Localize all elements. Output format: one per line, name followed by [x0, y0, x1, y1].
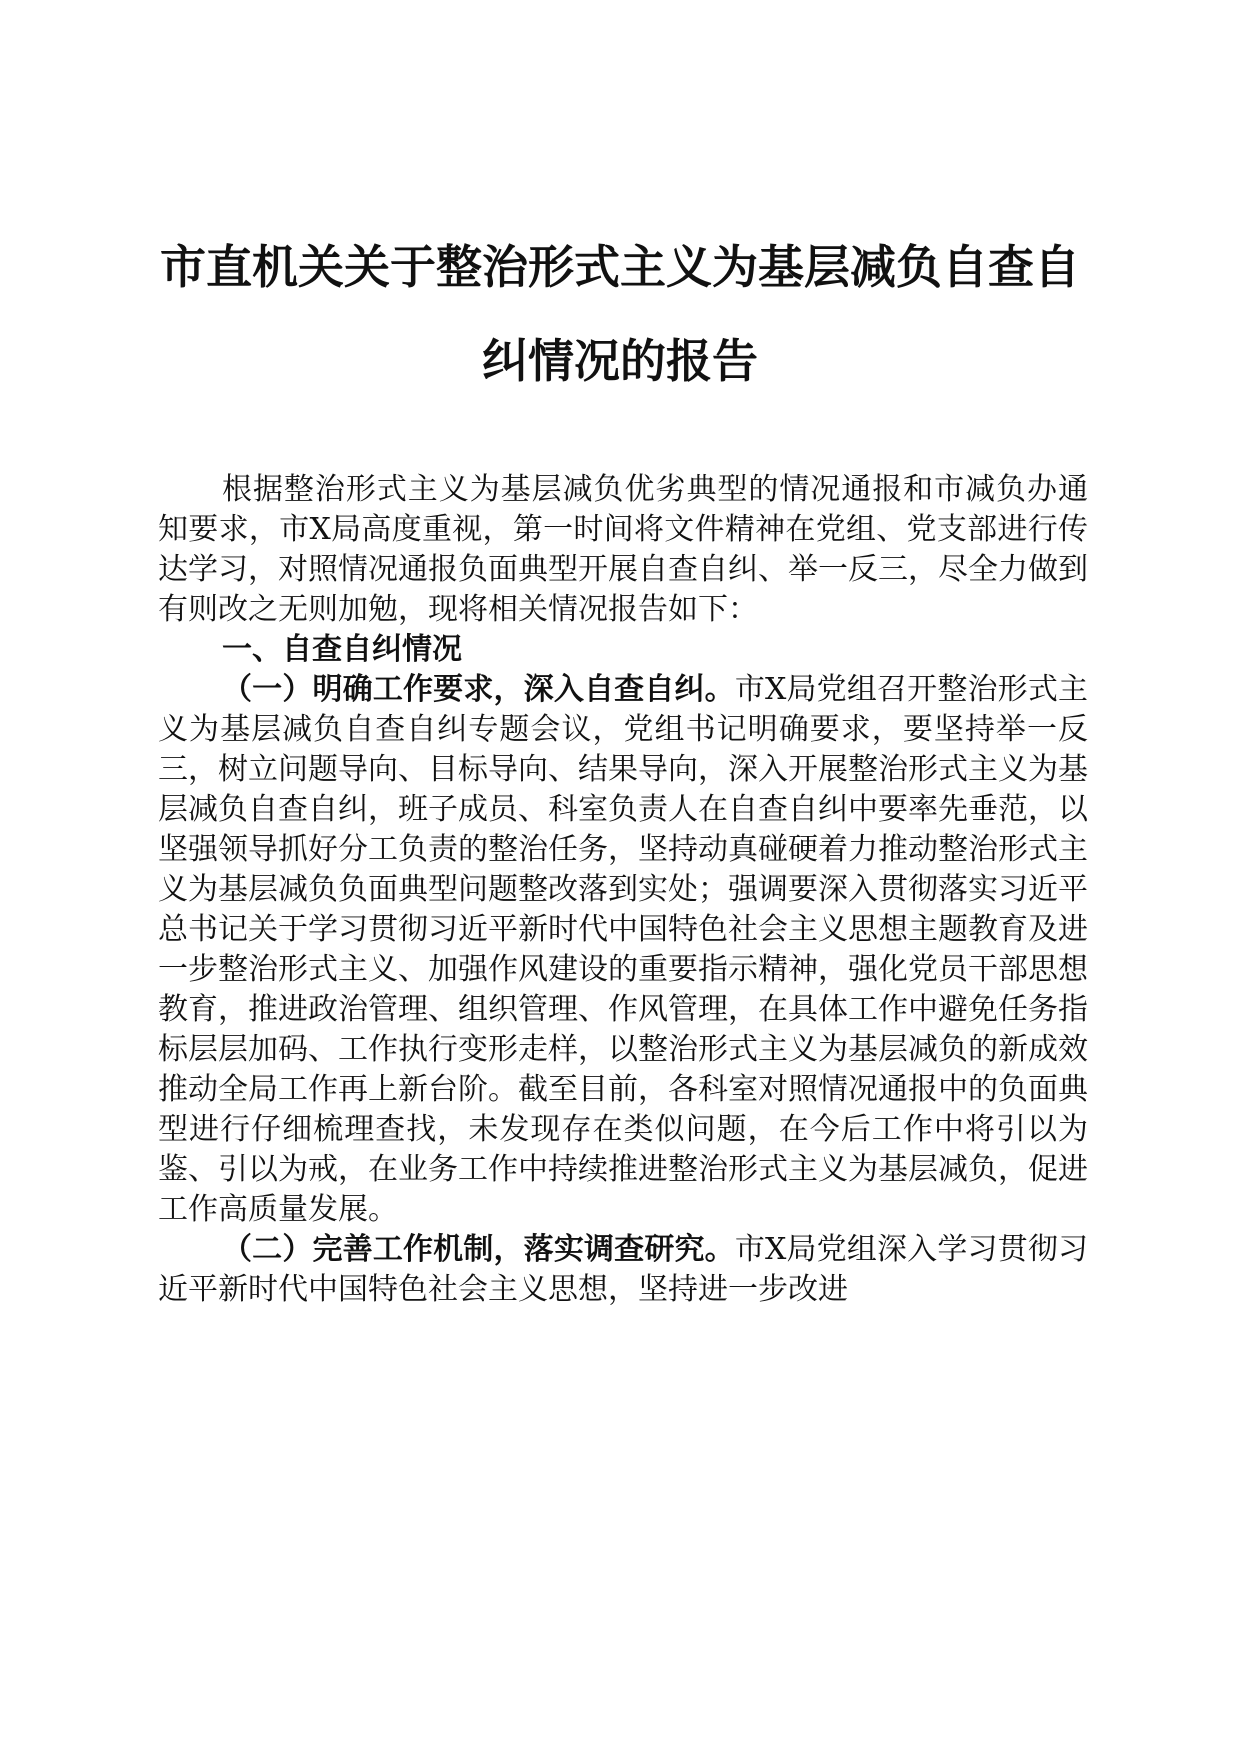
title-line-2: 纠情况的报告 [482, 334, 758, 388]
subsection-1-body: 市X局党组召开整治形式主义为基层减负自查自纠专题会议，党组书记明确要求，要坚持举一反三，树立问题导向、目标导向、结果导向，深入开展整治形式主义为基层减负自查自纠，班子成员、科室负责人在自查自纠中要率先垂范，以坚强领导抓好分工负责的整治任务，坚持动真碰硬着力推动整治形式主义为基层减负负面典型问题整改落到实处；强调要深入贯彻落实习近平总书记关于学习贯彻习近平新时代中国特色社会主义思想主题教育及进一步整治形式主义、加强作风建设的重要指示精神，强化党员干部思想教育，推进政治管理、组织管理、作风管理，在具体工作中避免任务指标层层加码、工作执行变形走样，以整治形式主义为基层减负的新成效推动全局工作再上新台阶。截至目前，各科室对照情况通报中的负面典型进行仔细梳理查找，未发现存在类似问题，在今后工作中将引以为鉴、引以为戒，在业务工作中持续推进整治形式主义为基层减负，促进工作高质量发展。 [158, 672, 1089, 1227]
title-line-1: 市直机关关于整治形式主义为基层减负自查自 [160, 240, 1080, 294]
intro-paragraph: 根据整治形式主义为基层减负优劣典型的情况通报和市减负办通知要求，市X局高度重视，第一时间将文件精神在党组、党支部进行传达学习，对照情况通报负面典型开展自查自纠、举一反三，尽全力做到有则改之无则加勉，现将相关情况报告如下： [158, 472, 1088, 627]
subsection-2-paragraph [158, 1230, 1088, 1310]
subsection-1-lead: （一）明确工作要求，深入自查自纠。 [222, 672, 735, 707]
subsection-2-body: 市X局党组深入学习贯彻习近平新时代中国特色社会主义思想，坚持进一步改进 [158, 1232, 1089, 1307]
subsection-1-paragraph [158, 670, 1088, 1230]
section-heading-1: 一、自查自纠情况 [222, 632, 462, 667]
document-title [140, 220, 1100, 388]
subsection-2-lead: （二）完善工作机制，落实调查研究。 [222, 1232, 735, 1267]
document-body [158, 470, 1088, 1310]
